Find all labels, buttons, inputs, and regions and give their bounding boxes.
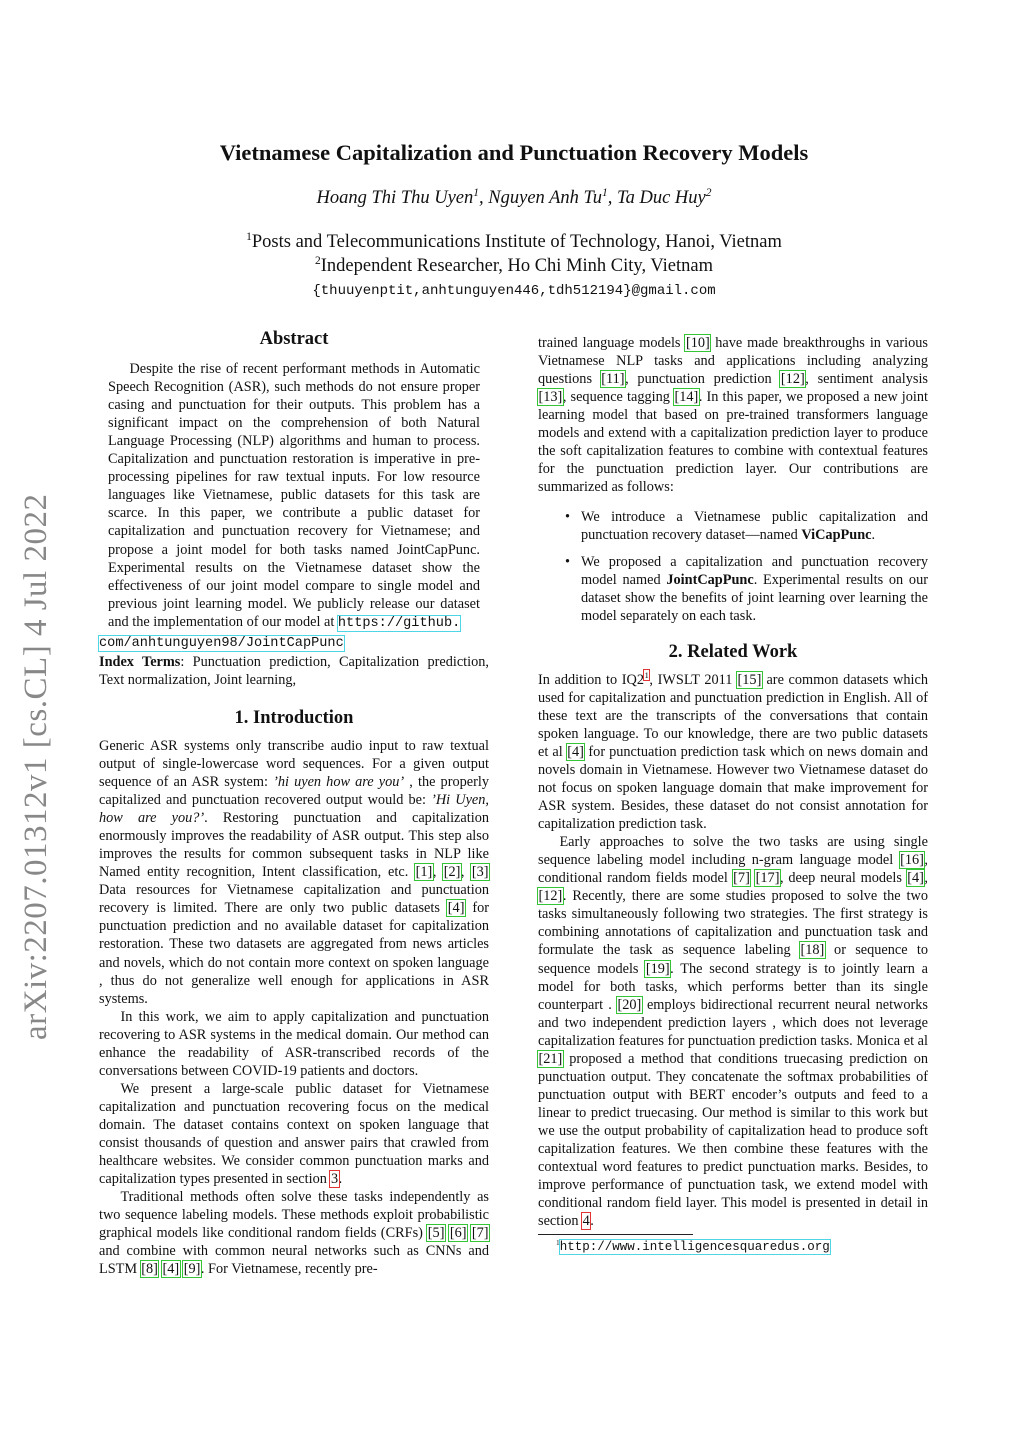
text-run: , punctuation prediction (625, 371, 781, 388)
example-input: ’hi uyen how are you’ (273, 774, 405, 791)
author-name: Hoang Thi Thu Uyen (316, 188, 474, 208)
text-run: , the properly capitalized and punctuation recovered output would be: (99, 774, 489, 809)
footnote-ref-link[interactable]: 1 (644, 669, 649, 680)
text-run: , deep neural models (779, 870, 907, 887)
footnote-mark: 1 (556, 1238, 560, 1248)
citation-link[interactable]: [20] (617, 996, 642, 1013)
text-run: . Recently, there are some studies proposed to solve the two tasks simultaneously following two strategies. The first strategy is combining annotations of capitalization and punctuation task and formulate the task as sequence labeling (538, 888, 928, 959)
citation-link[interactable]: [11] (601, 371, 625, 388)
affiliation-1 (100, 232, 928, 253)
citation-link[interactable]: [7] (471, 1225, 489, 1242)
citation-link[interactable]: [8] (141, 1261, 158, 1278)
text-run: trained language models (538, 335, 686, 351)
text-run: . For Vietnamese, recently pre- (200, 1261, 378, 1278)
citation-link[interactable]: [14] (674, 389, 699, 406)
text-run: Generic ASR systems only transcribe audio input to raw textual output of single-lowercase word sequences. For a given output sequence of an ASR system: (99, 737, 489, 791)
author-email: {thuuyenptit,anhtunguyen446,tdh512194}@gmail.com (312, 283, 716, 299)
citation-link[interactable]: [4] (447, 900, 465, 917)
abstract-heading: Abstract (259, 329, 329, 349)
intro-paragraph-3 (99, 1080, 489, 1188)
citation-link[interactable]: [13] (538, 389, 563, 406)
affiliation-mark: 1 (602, 186, 608, 199)
example-output: ’Hi Uyen, how are you?’ (99, 792, 490, 827)
affiliation-mark: 2 (315, 254, 321, 267)
citation-link[interactable]: [3] (471, 864, 489, 881)
text-run: Early approaches to solve the two tasks are using single sequence labeling model including n-gram language model (538, 834, 928, 869)
footnote-url-link[interactable]: http://www.intelligencesquaredus.org (559, 1240, 830, 1255)
citation-link[interactable]: [4] (907, 870, 924, 887)
citation-link[interactable]: [1] (415, 864, 433, 881)
text-run: We proposed a capitalization and punctuation recovery model named (581, 553, 928, 588)
abstract-link-line (99, 633, 489, 653)
text-run: , conditional random fields model (538, 852, 928, 887)
text-run: . (871, 527, 876, 544)
citation-link[interactable]: [12] (780, 371, 805, 388)
affiliation-text: Independent Researcher, Ho Chi Minh City, Vietnam (320, 256, 713, 276)
citation-link[interactable]: [19] (645, 960, 670, 977)
github-link[interactable]: https://github. (337, 615, 461, 631)
section-heading-related-work: 2. Related Work (668, 641, 798, 662)
abstract-paragraph (99, 360, 489, 633)
text-run: employs bidirectional recurrent neural networks and two independent prediction layers , which does not leverage capitalization features for punctuation prediction tasks. Monica et al (538, 996, 928, 1049)
left-column (99, 330, 489, 1278)
text-run: or sequence to sequence models (538, 942, 928, 977)
author-name: Nguyen Anh Tu (488, 188, 603, 208)
citation-link[interactable]: [9] (183, 1261, 201, 1278)
text-run: . Restoring punctuation and capitalization enormously improves the readability of ASR output. This step also improves the results for common subsequent tasks in NLP like Named entity recognition, Intent classification, etc. (99, 810, 489, 881)
github-link-continued[interactable]: com/anhtunguyen98/JointCapPunc (99, 635, 344, 651)
text-run: . In this paper, we proposed a new joint learning model that based on pre-trained transformers language models and extend with a capitalization prediction layer to produce the soft capitalization features to combine with contextual features for the punctuation prediction layer. Our contributions are summarized as follows: (538, 389, 929, 496)
section-ref-link[interactable]: 4 (582, 1213, 590, 1230)
text-run: , IWSLT 2011 (649, 671, 738, 688)
contributions-list (538, 508, 928, 624)
affiliation-mark: 1 (473, 186, 480, 199)
text-run: for punctuation prediction and no available dataset for capitalization restoration. These two datasets are aggregated from news articles and novels, which do not contain more context on spoken language , thus do not generalize well enough for applications in ASR systems. (99, 900, 490, 1007)
text-run: . (590, 1213, 594, 1230)
intro-paragraph-1: Generic ASR systems only transcribe audio input to raw textual output of single-lowercase word sequences. For a given output sequence of an ASR system: ’hi uyen how are you’ , the properly capitalized and punctuation recovered output would be: ’Hi Uyen, how are you?’. Restoring punctuation and capitalization enormously improves the readability of ASR output. This step also improves the results for common subsequent tasks in NLP like Named entity recognition, Intent classification, etc. [1], [2], [3] Data resources for Vietnamese capitalization and punctuation recovery is limited. There are only two public datasets [4] for punctuation prediction and no available dataset for capitalization restoration. These two datasets are aggregated from news articles and novels, which do not contain more context on spoken language , thus do not generalize well enough for applications in ASR systems. (99, 737, 490, 1007)
text-run: . Experimental results on our dataset show the benefits of joint learning over learning the model separately on each task. (581, 571, 928, 624)
text-run: are common datasets which used for capitalization and punctuation prediction in English. All of these text are the transcripts of the conversations that contain spoken language. To our knowledge, there are two public datasets et al (538, 671, 928, 760)
arxiv-identifier: arXiv:2207.01312v1 [cs.CL] 4 Jul 2022 (18, 493, 54, 1040)
text-run: for punctuation prediction task which on news domain and novels domain in Vietnamese. However two Vietnamese dataset do not focus on spoken language domain that make improvement for ASR system. Besides, these dataset do not consist annotation for capitalization prediction task. (538, 743, 928, 833)
citation-link[interactable]: [10] (685, 335, 710, 351)
intro-paragraph-2: In this work, we aim to apply capitalization and punctuation recovering to ASR systems in the medical domain. Our method can enhance the readability of ASR-transcribed records of the conversations between COVID-19 patients and doctors. (99, 1008, 489, 1079)
affiliation-text: Posts and Telecommunications Institute of Technology, Hanoi, Vietnam (251, 232, 782, 252)
intro-continued-paragraph (538, 334, 928, 496)
text-run: . The second strategy is to jointly learn a model for both tasks, which performs better than its single counterpart . (538, 960, 928, 1013)
author-name: Ta Duc Huy (617, 188, 706, 208)
dataset-name: ViCapPunc (801, 527, 872, 544)
section-ref-link[interactable]: 3 (330, 1171, 339, 1188)
citation-link[interactable]: [7] (733, 870, 750, 887)
intro-paragraph-4 (99, 1188, 489, 1278)
abstract-body (99, 360, 489, 633)
index-terms-label: Index Terms (99, 653, 181, 670)
citation-link[interactable]: [18] (800, 942, 825, 959)
text-run: , sentiment analysis (805, 371, 928, 388)
text-run: We introduce a Vietnamese public capitalization and punctuation recovery dataset—named (581, 509, 928, 544)
related-paragraph-2: Early approaches to solve the two tasks are using single sequence labeling model including n-gram language model [16], conditional random fields model [7] [17], deep neural models [4], [12]. Recently, there are some studies proposed to solve the two tasks simultaneously following two strategies. The first strategy is combining annotations of capitalization and punctuation task and formulate the task as sequence labeling [18] or sequence to sequence models [19]. The second strategy is to jointly learn a model for both tasks, which performs better than its single counterpart . [20] employs bidirectional recurrent neural networks and two independent prediction layers , which does not leverage capitalization features for punctuation prediction tasks. Monica et al [21] proposed a method that conditions truecasing prediction on punctuation output. They concatenate the softmax probabilities of punctuation output with BERT encoder’s outputs and feed to a linear to predict truecasing. Our method is similar to this work but we use the output probability of capitalization head to produce soft capitalization features. We then combine these features with the contextual word features to predict punctuation marks. Besides, to improve performance of punctuation task, we extend model with conditional random field layer. This model is presented in detail in section 4. (538, 834, 928, 1230)
text-run: Traditional methods often solve these tasks independently as two sequence labeling models. These methods exploit probabilistic graphical models like conditional random fields (CRFs) (99, 1189, 489, 1242)
abstract-text: Despite the rise of recent performant methods in Automatic Speech Recognition (ASR), such methods do not ensure proper casing and punctuation for their outputs. This problem has a significant impact on the comprehension of both Natural Language Processing (NLP) algorithms and human to process. Capitalization and punctuation restoration is imperative in pre-processing pipelines for raw textual inputs. For low resource languages like Vietnamese, public datasets for this task are scarce. In this paper, we contribute a public dataset for capitalization and punctuation recovery for Vietnamese; and propose a joint model for both tasks named JointCapPunc. Experimental results on the Vietnamese dataset show the effectiveness of our joint model compare to single model and previous joint learning model. We publicly release our dataset and the implementation of our model at (108, 361, 480, 630)
text-run: proposed a method that conditions truecasing prediction on punctuation output. They concatenate the softmax probabilities of punctuation output with BERT encoder’s outputs and feed to a linear to predict truecasing. Our method is similar to this work but we use the output probability of capitalization head to produce soft capitalization features. We then combine these features with the contextual word features to predict punctuation marks. Besides, to improve performance of punctuation task, we extend model with conditional random field layer. This model is presented in detail in section (538, 1050, 928, 1230)
citation-link[interactable]: [17] (755, 870, 780, 887)
text-run: Data resources for Vietnamese capitalization and punctuation recovery is limited. There are only two public datasets (99, 882, 489, 917)
citation-link[interactable]: [15] (737, 671, 762, 688)
citation-link[interactable]: [16] (900, 852, 924, 869)
index-terms (99, 653, 489, 689)
index-terms-text: : Punctuation prediction, Capitalization prediction, Text normalization, Joint learning, (99, 653, 490, 688)
citation-link[interactable]: [4] (567, 743, 584, 760)
author-list: Hoang Thi Thu Uyen$^1$, Nguyen Anh Tu$^1$, Ta Duc Huy$^2$ (316, 186, 712, 208)
affiliation-mark: 1 (246, 230, 252, 243)
text-run: , sequence tagging (562, 389, 674, 406)
citation-link[interactable]: [5] (427, 1225, 445, 1242)
footnote-divider (538, 1234, 693, 1235)
affiliation-mark: 2 (705, 186, 712, 199)
text-run: In addition to IQ2 (538, 671, 644, 688)
text-run: We present a large-scale public dataset for Vietnamese capitalization and punctuation recovering focus on the medical domain. The dataset contains context on spoken language that consist thousands of question and answer pairs that crawled from healthcare websites. We consider common punctuation marks and capitalization types presented in section (99, 1080, 489, 1188)
citation-link[interactable]: [21] (538, 1050, 563, 1067)
text-run: . (338, 1171, 343, 1188)
model-name: JointCapPunc (666, 571, 754, 588)
citation-link[interactable]: [2] (443, 864, 461, 881)
affiliation-2 (100, 256, 928, 277)
related-paragraph-1 (538, 671, 928, 833)
right-column (538, 334, 928, 1256)
list-item (538, 508, 928, 544)
paper-title: Vietnamese Capitalization and Punctuation Recovery Models (219, 140, 809, 165)
text-run: have made breakthroughs in various Vietnamese NLP tasks and applications including analyzing questions (538, 335, 928, 388)
citation-link[interactable]: [4] (162, 1261, 180, 1278)
citation-link[interactable]: [12] (538, 888, 563, 905)
text-run: and combine with common neural networks such as CNNs and LSTM (99, 1243, 489, 1278)
list-item (538, 553, 928, 625)
footnote (538, 1237, 928, 1256)
section-heading-introduction: 1. Introduction (234, 707, 354, 728)
citation-link[interactable]: [6] (449, 1225, 467, 1242)
